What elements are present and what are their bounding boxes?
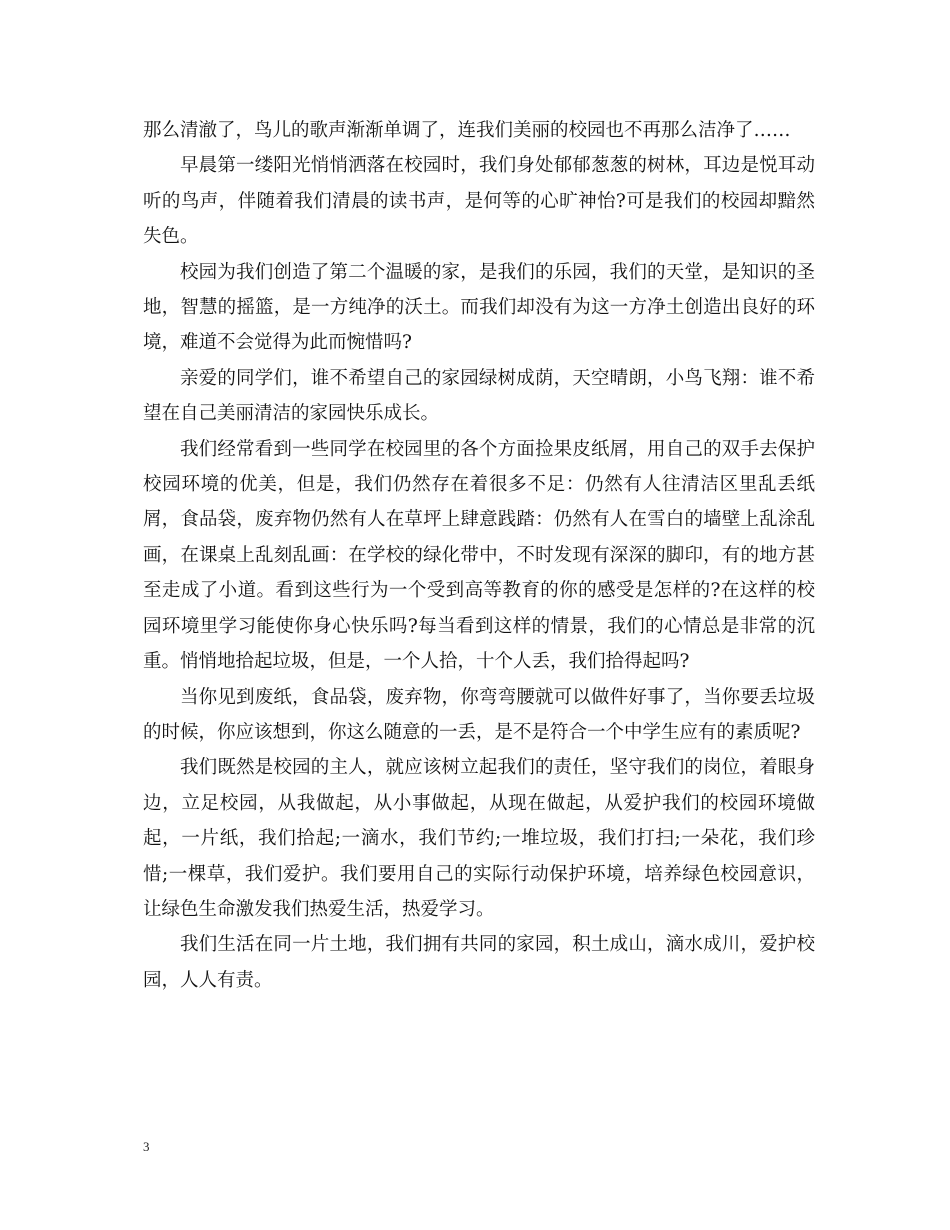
page-number: 3 [143,1139,150,1154]
paragraph-shortcomings: 我们经常看到一些同学在校园里的各个方面捡果皮纸屑，用自己的双手去保护校园环境的优美，但是，我们仍然存在着很多不足：仍然有人往清洁区里乱丢纸屑，食品袋，废弃物仍然有人在草坪上肆意践踏：仍然有人在雪白的墙壁上乱涂乱画，在课桌上乱刻乱画：在学校的绿化带中，不时发现有深深的脚印，有的地方甚至走成了小道。看到这些行为一个受到高等教育的你的感受是怎样的?在这样的校园环境里学习能使你身心快乐吗?每当看到这样的情景，我们的心情总是非常的沉重。悄悄地拾起垃圾，但是，一个人拾，十个人丢，我们拾得起吗? [143,438,815,673]
paragraph-campus-home: 校园为我们创造了第二个温暖的家，是我们的乐园，我们的天堂，是知识的圣地，智慧的摇篮，是一方纯净的沃土。而我们却没有为这一方净土创造出良好的环境，难道不会觉得为此而惋惜吗? [143,261,815,354]
paragraph-conclusion: 我们生活在同一片土地，我们拥有共同的家园，积土成山，滴水成川，爱护校园，人人有责。 [143,934,815,991]
paragraph-litter: 当你见到废纸，食品袋，废弃物，你弯弯腰就可以做件好事了，当你要丢垃圾的时候，你应该想到，你这么随意的一丢，是不是符合一个中学生应有的素质呢? [143,686,815,743]
paragraph-continued: 那么清澈了，鸟儿的歌声渐渐单调了，连我们美丽的校园也不再那么洁净了…… [143,120,791,141]
paragraph-responsibility: 我们既然是校园的主人，就应该树立起我们的责任，坚守我们的岗位，着眼身边，立足校园，从我做起，从小事做起，从现在做起，从爱护我们的校园环境做起，一片纸，我们拾起;一滴水，我们节约;一堆垃圾，我们打扫;一朵花，我们珍惜;一棵草，我们爱护。我们要用自己的实际行动保护环境，培养绿色校园意识，让绿色生命激发我们热爱生活，热爱学习。 [143,757,815,920]
paragraph-morning-sunlight: 早晨第一缕阳光悄悄洒落在校园时，我们身处郁郁葱葱的树林，耳边是悦耳动听的鸟声，伴随着我们清晨的读书声，是何等的心旷神怡?可是我们的校园却黯然失色。 [143,155,815,248]
paragraph-dear-classmates: 亲爱的同学们，谁不希望自己的家园绿树成荫，天空晴朗，小鸟飞翔：谁不希望在自己美丽清洁的家园快乐成长。 [143,367,815,425]
document-page [143,113,815,998]
